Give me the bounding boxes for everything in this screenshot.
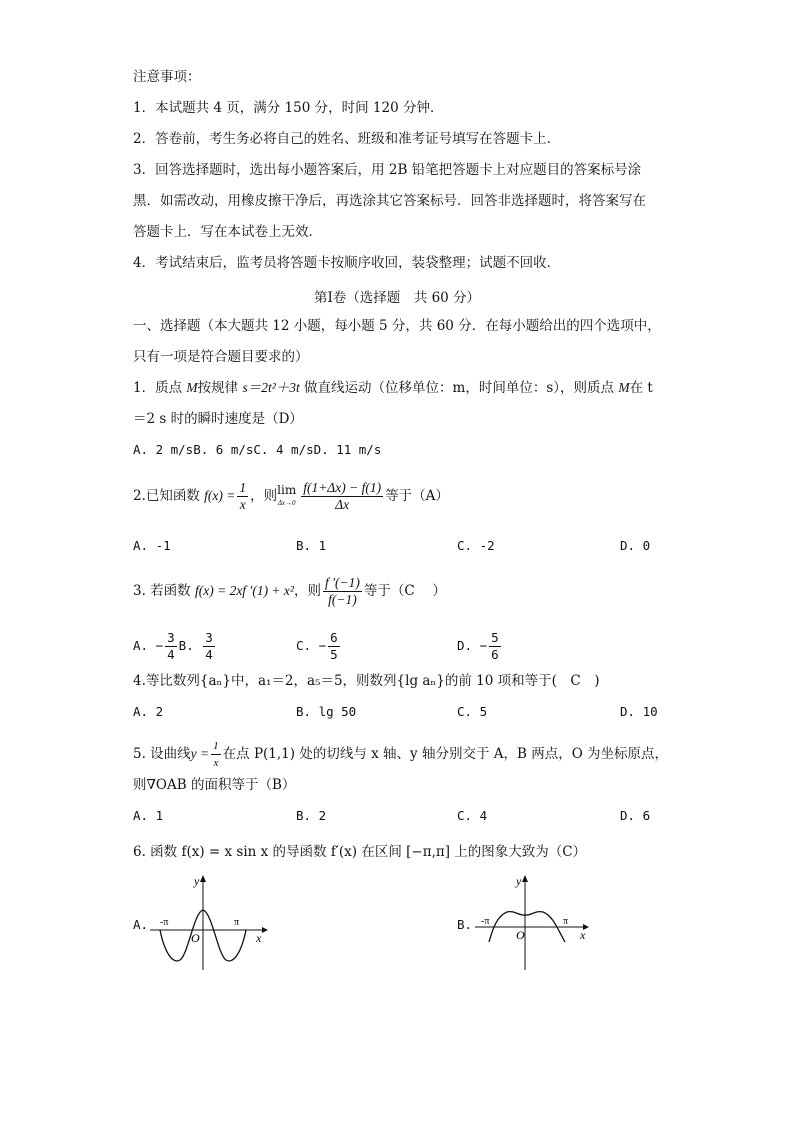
q3-option-d: D. − $\frac{5}{6}$ [457, 630, 499, 662]
q3-options-ab: A. − $\frac{3}{4}$ B. $\frac{3}{4}$ [133, 630, 213, 662]
graph-a-x-label: x [256, 931, 262, 945]
q5-option-b: B. 2 [296, 808, 327, 823]
q1-line2: ＝2 s 时的瞬时速度是（D） [133, 411, 303, 427]
q2-option-a: A. -1 [133, 538, 171, 553]
q2-option-b: B. 1 [296, 538, 327, 553]
q6-graph-a [150, 870, 270, 975]
graph-a-neg-pi-label: -π [160, 917, 169, 928]
notice-item-1: 1．本试题共 4 页，满分 150 分，时间 120 分钟． [133, 100, 444, 116]
graph-b-pi-label: π [563, 916, 569, 927]
q4-line: 4.等比数列{aₙ}中，a₁＝2，a₅＝5，则数列{lg aₙ}的前 10 项和等于( C ) [133, 673, 600, 689]
q6-graph-b [475, 870, 595, 975]
graph-a-y-label: y [194, 874, 200, 888]
q3-line: 3. 若函数 f(x) = 2xf '(1) + x²，则 $\frac{f '(-1)}{f(-1)}$ 等于（C ） [133, 575, 446, 607]
notice-item-4: 4．考试结束后，监考员将答题卡按顺序收回，装袋整理；试题不回收． [133, 255, 561, 271]
q4-option-d: D. 10 [620, 704, 658, 719]
section-title: 第Ⅰ卷（选择题 共 60 分） [313, 290, 481, 306]
q5-line1: 5. 设曲线y = $\frac{1}{x}$ 在点 P(1,1) 处的切线与 x 轴、y 轴分别交于 A，B 两点，O 为坐标原点， [133, 740, 669, 769]
q4-option-b: B. lg 50 [296, 704, 357, 719]
q6-option-a-label: A. [133, 917, 149, 932]
q5-option-a: A. 1 [133, 808, 164, 823]
q4-option-c: C. 5 [457, 704, 488, 719]
q2-option-c: C. -2 [457, 538, 495, 553]
q5-option-d: D. 6 [620, 808, 651, 823]
notice-heading: 注意事项： [133, 69, 201, 85]
notice-item-3-cont2: 答题卡上．写在本试卷上无效． [133, 224, 322, 240]
notice-item-3: 3．回答选择题时，选出每小题答案后，用 2B 铅笔把答题卡上对应题目的答案标号涂 [133, 162, 642, 178]
graph-b-origin-label: O [516, 928, 525, 942]
q2-line: 2.已知函数 f(x) = $\frac{1}{x}$ ，则 lim Δx→0 $\frac{f(1+\Delta x) - f(1)}{\Delta x}$ 等于（A） [133, 480, 449, 512]
q2-option-d: D. 0 [620, 538, 651, 553]
q3-option-c: C. − $\frac{6}{5}$ [296, 630, 338, 662]
q6-option-b-label: B. [457, 917, 473, 932]
part1-line1: 一、选择题（本大题共 12 小题，每小题 5 分，共 60 分．在每小题给出的四个选项中， [133, 318, 661, 334]
q5-option-c: C. 4 [457, 808, 488, 823]
graph-a-origin-label: O [191, 931, 200, 945]
graph-b-y-label: y [516, 874, 522, 888]
q1-law: s＝2t²＋3t [242, 380, 300, 395]
q5-line2: 则∇OAB 的面积等于（B） [133, 777, 296, 793]
notice-item-2: 2．答卷前，考生务必将自己的姓名、班级和准考证号填写在答题卡上． [133, 131, 561, 147]
q4-option-a: A. 2 [133, 704, 164, 719]
part1-line2: 只有一项是符合题目要求的） [133, 349, 309, 365]
notice-item-3-cont: 黑．如需改动，用橡皮擦干净后，再选涂其它答案标号．回答非选择题时，将答案写在 [133, 193, 646, 209]
graph-a-pi-label: π [234, 917, 240, 928]
q1-line1: 1．质点 M按规律 s＝2t²＋3t 做直线运动（位移单位：m，时间单位：s），则质点 M在 t [133, 380, 653, 396]
graph-b-x-label: x [580, 928, 586, 942]
graph-b-neg-pi-label: -π [481, 916, 490, 927]
q1-options: A. 2 m/sB. 6 m/sC. 4 m/sD. 11 m/s [133, 442, 382, 457]
q6-line: 6. 函数 f(x) = x sin x 的导函数 f′(x) 在区间 [−π,π] 上的图象大致为（C） [133, 844, 587, 860]
